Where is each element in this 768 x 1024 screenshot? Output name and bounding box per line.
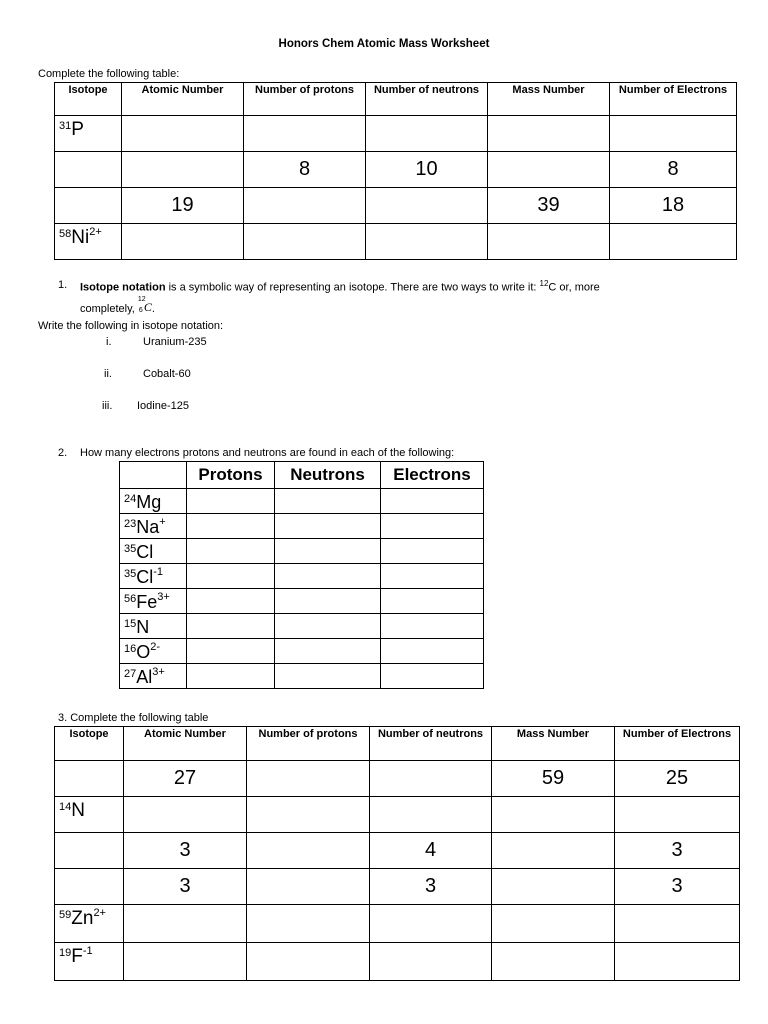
header-blank [120,462,187,489]
answer-cell[interactable]: 3 [370,869,492,905]
answer-cell[interactable] [381,589,484,614]
list-item-num: i. [106,336,112,348]
answer-cell[interactable] [247,797,370,833]
answer-cell[interactable] [370,943,492,981]
page-title: Honors Chem Atomic Mass Worksheet [278,38,490,50]
answer-cell[interactable] [366,116,488,152]
answer-cell[interactable]: 39 [488,188,610,224]
answer-cell[interactable] [381,614,484,639]
answer-cell[interactable] [244,188,366,224]
answer-cell[interactable] [275,664,381,689]
answer-cell[interactable] [275,564,381,589]
isotope-cell[interactable] [55,188,122,224]
header-isotope: Isotope [55,727,124,761]
header-atomic-number: Atomic Number [124,727,247,761]
header-mass-number: Mass Number [488,83,610,116]
answer-cell[interactable]: 8 [610,152,737,188]
isotope-cell: $^{24}$Mg [120,489,187,514]
table-row [55,943,740,981]
table-row [55,833,740,869]
header-protons: Number of protons [247,727,370,761]
answer-cell[interactable] [492,943,615,981]
answer-cell[interactable] [247,761,370,797]
isotope-table-2 [54,726,740,981]
table-row [120,639,484,664]
isotope-cell: $^{23}$Na+ [120,514,187,539]
table-row [55,905,740,943]
table-row [120,489,484,514]
answer-cell[interactable]: 10 [366,152,488,188]
table-row [120,514,484,539]
answer-cell[interactable]: 3 [124,869,247,905]
table-row [55,869,740,905]
answer-cell[interactable] [610,116,737,152]
answer-cell[interactable] [244,116,366,152]
answer-cell[interactable]: 3 [615,833,740,869]
answer-cell[interactable] [122,224,244,260]
answer-cell[interactable]: 19 [122,188,244,224]
isotope-cell[interactable] [55,833,124,869]
isotope-cell[interactable]: $^{14}$N [55,797,124,833]
answer-cell[interactable] [187,664,275,689]
answer-cell[interactable] [275,589,381,614]
answer-cell[interactable]: 18 [610,188,737,224]
answer-cell[interactable] [381,639,484,664]
answer-cell[interactable] [247,869,370,905]
table-row [55,116,737,152]
table-row [55,188,737,224]
isotope-cell[interactable]: $^{59}Zn^{2+}$ [55,905,124,943]
carbon-notation: 12 6 C [137,296,152,314]
answer-cell[interactable] [366,224,488,260]
table1-instruction: Complete the following table: [38,68,180,80]
answer-cell[interactable]: 25 [615,761,740,797]
isotope-cell[interactable]: $^{58}Ni^{2+}$ [55,224,122,260]
answer-cell[interactable]: 3 [124,833,247,869]
answer-cell[interactable]: 27 [124,761,247,797]
list-item: Iodine-125 [137,400,189,412]
answer-cell[interactable] [244,224,366,260]
q2-number: 2. [58,447,68,459]
table-row [120,664,484,689]
answer-cell[interactable] [275,614,381,639]
isotope-cell[interactable] [55,152,122,188]
answer-cell[interactable] [187,614,275,639]
answer-cell[interactable] [275,539,381,564]
answer-cell[interactable] [381,539,484,564]
answer-cell[interactable] [275,514,381,539]
list-item-num: ii. [104,368,112,380]
table-header-row [55,727,740,761]
answer-cell[interactable] [370,797,492,833]
q1-bold-term: Isotope notation [80,281,166,294]
answer-cell[interactable] [492,905,615,943]
table-row [120,539,484,564]
answer-cell[interactable] [247,905,370,943]
table-row [120,589,484,614]
header-neutrons: Number of neutrons [366,83,488,116]
answer-cell[interactable] [381,489,484,514]
particle-table [119,461,484,689]
header-atomic-number: Atomic Number [122,83,244,116]
table-row [55,224,737,260]
q2-text: How many electrons protons and neutrons are found in each of the following: [80,447,455,459]
answer-cell[interactable]: 8 [244,152,366,188]
answer-cell[interactable] [187,639,275,664]
answer-cell[interactable]: 59 [492,761,615,797]
answer-cell[interactable] [381,514,484,539]
header-electrons: Number of Electrons [615,727,740,761]
answer-cell[interactable] [492,833,615,869]
answer-cell[interactable] [122,116,244,152]
answer-cell[interactable] [488,224,610,260]
header-mass-number: Mass Number [492,727,615,761]
answer-cell[interactable] [381,664,484,689]
answer-cell[interactable] [187,539,275,564]
answer-cell[interactable] [122,152,244,188]
answer-cell[interactable] [370,905,492,943]
q1-text: Isotope notation is a symbolic way of representing an isotope. There are two ways to write it: $^{12}$C or, more [80,279,600,294]
answer-cell[interactable] [488,152,610,188]
q1-instruction: Write the following in isotope notation: [38,320,224,332]
header-protons: Protons [187,462,275,489]
q3-text: 3. Complete the following table [58,712,209,724]
isotope-cell[interactable]: $^{19}F^{-1}$ [55,943,124,981]
isotope-cell: $^{35}$Cl [120,539,187,564]
answer-cell[interactable]: 4 [370,833,492,869]
header-neutrons: Neutrons [275,462,381,489]
isotope-cell[interactable]: $^{31}$P [55,116,122,152]
answer-cell[interactable] [488,116,610,152]
isotope-cell: $^{56}Fe^{3+}$ [120,589,187,614]
table-header-row [55,83,737,116]
answer-cell[interactable] [492,797,615,833]
isotope-cell[interactable] [55,869,124,905]
answer-cell[interactable] [247,833,370,869]
table-row [120,614,484,639]
answer-cell[interactable] [187,514,275,539]
answer-cell[interactable] [275,489,381,514]
answer-cell[interactable] [366,188,488,224]
list-item-num: iii. [102,400,113,412]
answer-cell[interactable] [187,489,275,514]
answer-cell[interactable] [187,564,275,589]
list-item: Uranium-235 [143,336,207,348]
isotope-cell: $^{16}O^{2-}$ [120,639,187,664]
header-neutrons: Number of neutrons [370,727,492,761]
table-row [55,761,740,797]
answer-cell[interactable] [124,943,247,981]
isotope-cell: $^{27}Al^{3+}$ [120,664,187,689]
answer-cell[interactable] [187,589,275,614]
table-header-row [120,462,484,489]
answer-cell[interactable] [275,639,381,664]
answer-cell[interactable] [492,869,615,905]
table-row [55,152,737,188]
answer-cell[interactable] [615,943,740,981]
header-protons: Number of protons [244,83,366,116]
list-item: Cobalt-60 [143,368,191,380]
q1-line2: completely, 12 6 C . [80,296,155,315]
isotope-cell: $^{15}$N [120,614,187,639]
answer-cell[interactable] [370,761,492,797]
table-row [55,797,740,833]
isotope-table-1 [54,82,737,260]
header-isotope: Isotope [55,83,122,116]
answer-cell[interactable] [381,564,484,589]
answer-cell[interactable] [615,797,740,833]
header-electrons: Number of Electrons [610,83,737,116]
answer-cell[interactable] [610,224,737,260]
table-row [120,564,484,589]
answer-cell[interactable] [124,797,247,833]
isotope-cell: $^{35}Cl^{-1}$ [120,564,187,589]
answer-cell[interactable] [124,905,247,943]
answer-cell[interactable] [247,943,370,981]
answer-cell[interactable]: 3 [615,869,740,905]
answer-cell[interactable] [615,905,740,943]
isotope-cell[interactable] [55,761,124,797]
header-electrons: Electrons [381,462,484,489]
q1-number: 1. [58,279,68,291]
